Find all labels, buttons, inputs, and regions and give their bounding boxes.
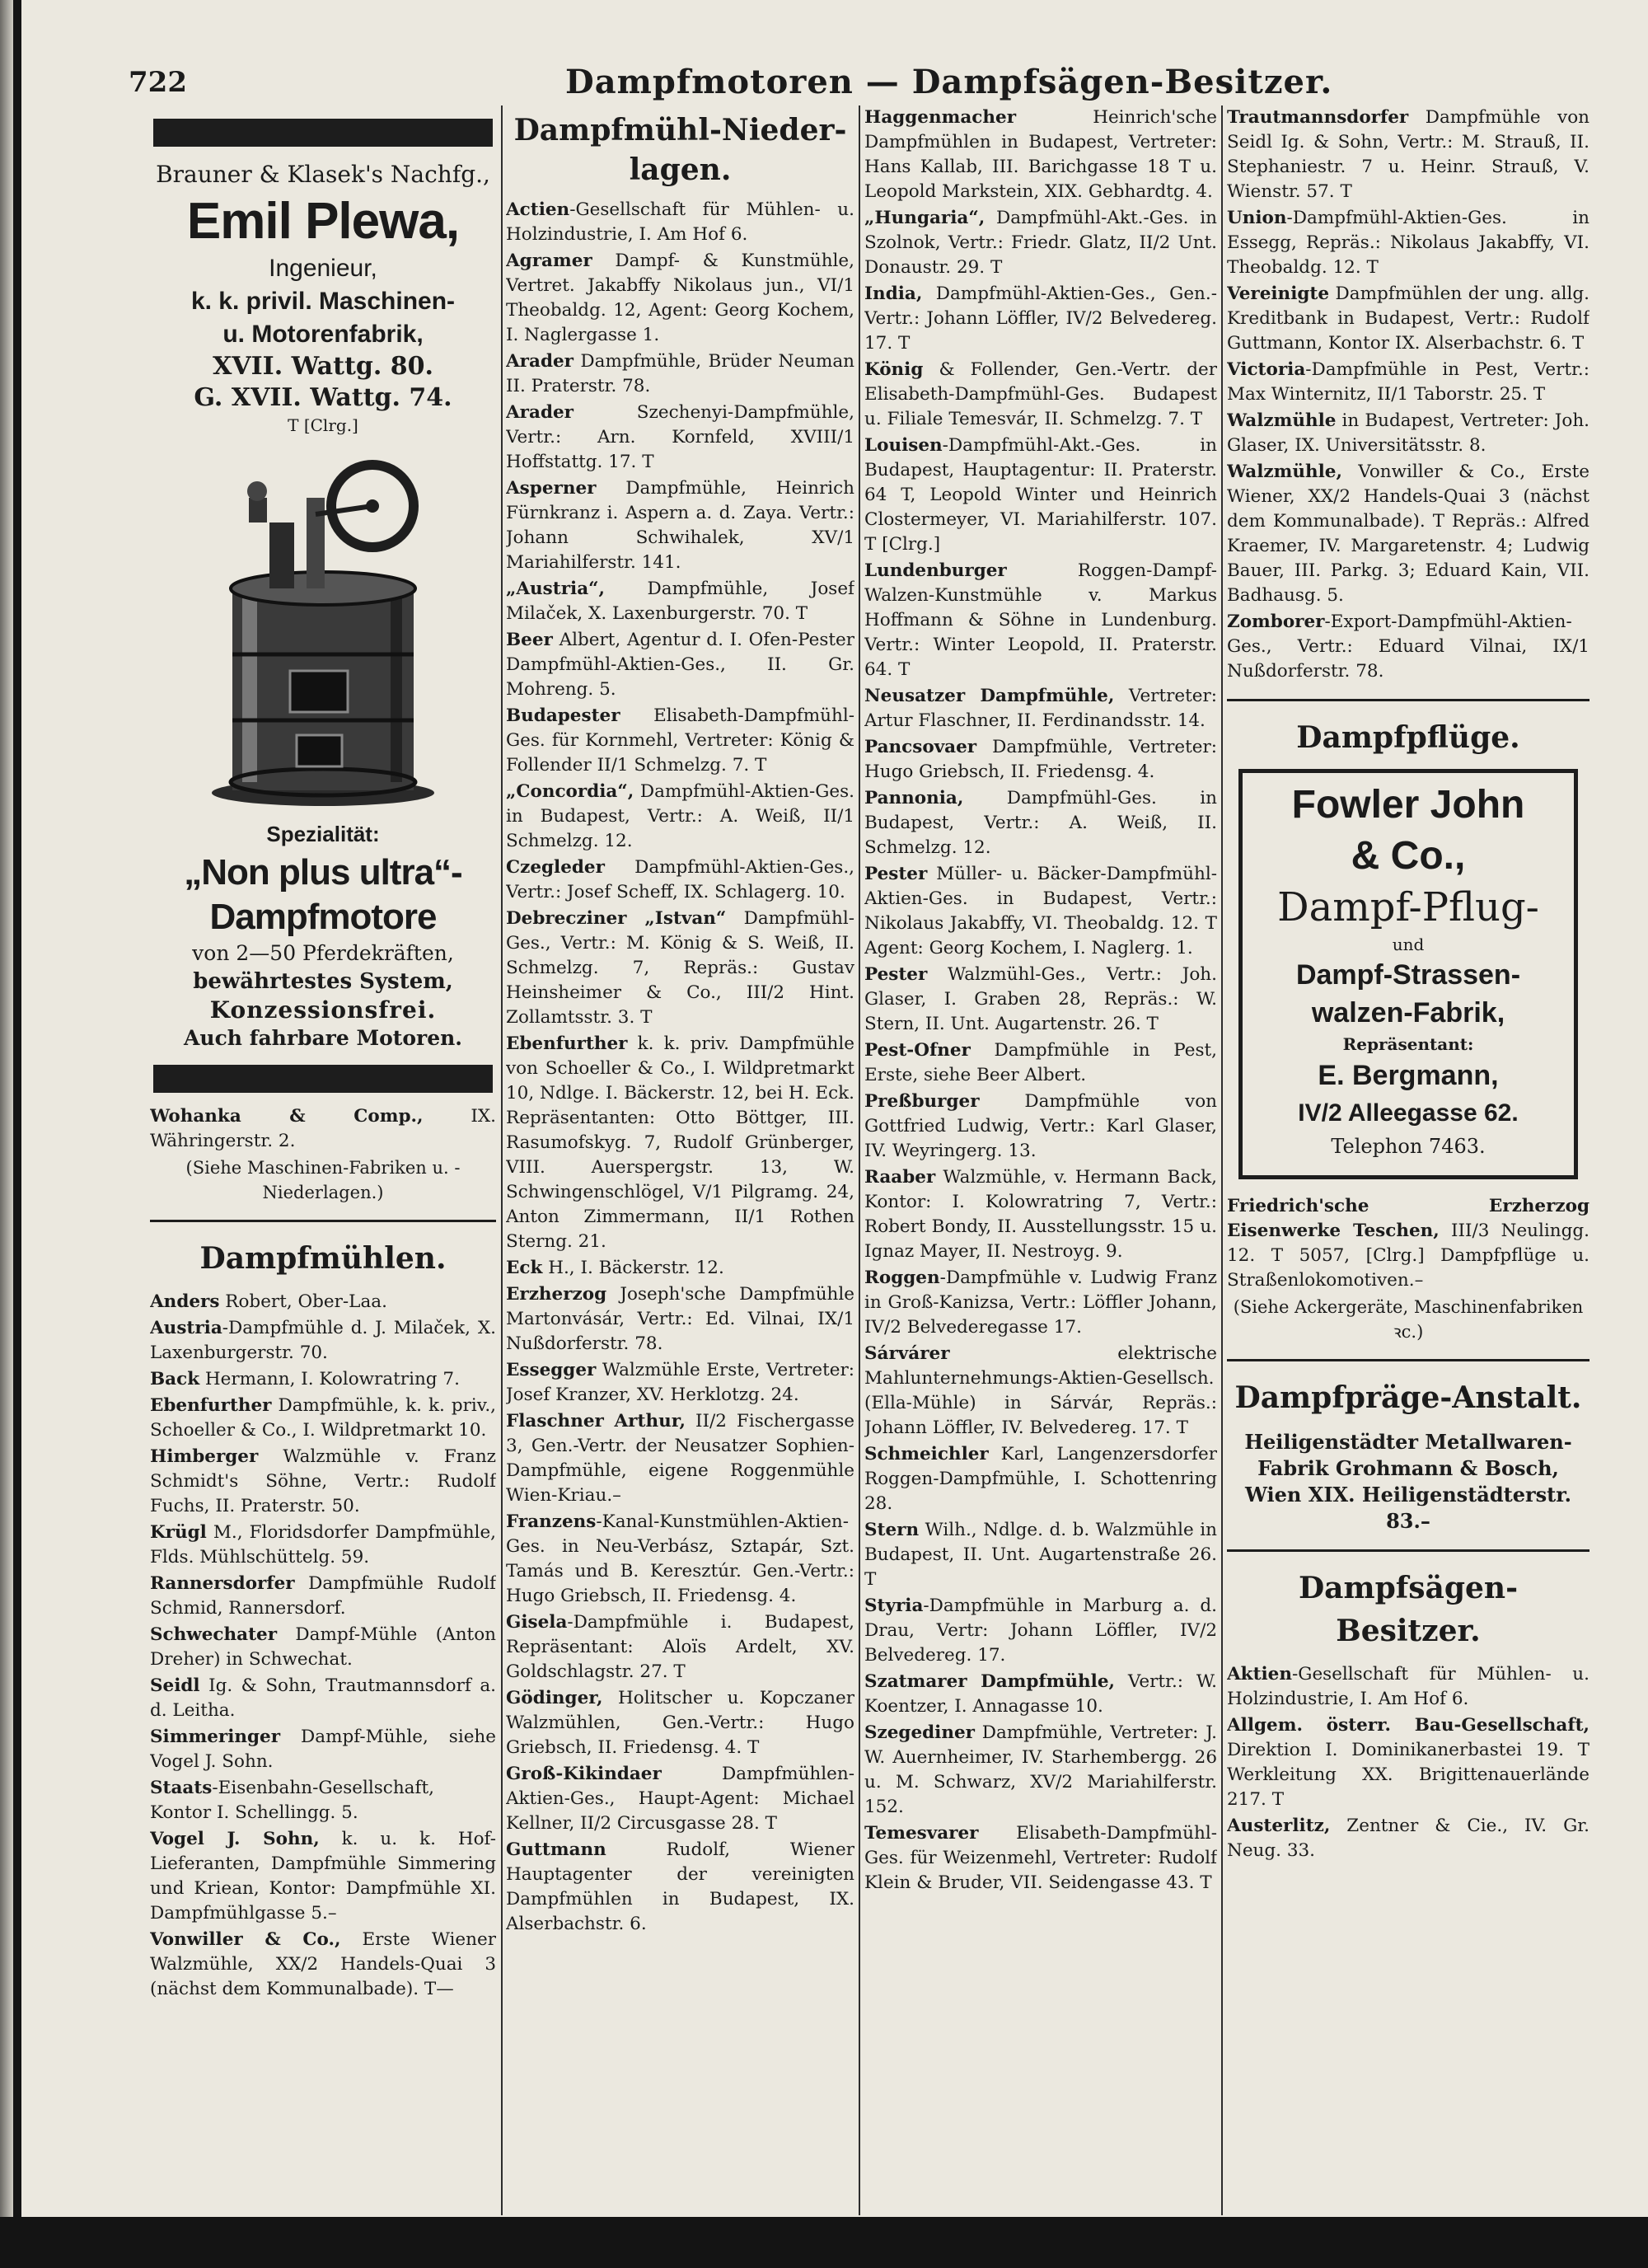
directory-entry: „Austria“, Dampfmühle, Josef Milaček, X. Laxenburgerstr. 70. T <box>506 579 854 624</box>
directory-entry: Anders Robert, Ober-Laa. <box>150 1291 387 1312</box>
directory-entry: Haggenmacher Heinrich'sche Dampfmühlen in Budapest, Vertreter: Hans Kallab, III. Barichgasse 18 T u. Leopold Markstein, XIX. Gebhardtg. 4. <box>864 107 1217 202</box>
section-rule <box>1227 1549 1589 1552</box>
directory-entry: Schwechater Dampf-Mühle (Anton Dreher) in Schwechat. <box>150 1624 496 1670</box>
directory-entry: Stern Wilh., Ndlge. d. b. Walzmühle in Budapest, II. Unt. Augartenstraße 26. T <box>864 1520 1217 1590</box>
directory-entry: Aktien-Gesellschaft für Mühlen- u. Holzindustrie, I. Am Hof 6. <box>1227 1664 1589 1709</box>
cross-reference-note: (Siehe Maschinen-Fabriken u. -Niederlagen.) <box>185 1158 461 1202</box>
directory-entry: Allgem. österr. Bau-Gesellschaft, Direktion I. Dominikanerbastei 19. T Werkleitung XX. Brigittenauerlände 217. T <box>1227 1715 1589 1810</box>
ad-line: Auch fahrbare Motoren. <box>184 1026 462 1050</box>
directory-entry: Essegger Walzmühle Erste, Vertreter: Josef Kranzer, XV. Herklotzg. 24. <box>506 1360 854 1405</box>
directory-entry: Victoria-Dampfmühle in Pest, Vertr.: Max Winternitz, II/1 Taborstr. 25. T <box>1227 359 1589 405</box>
directory-entry: Vogel J. Sohn, k. u. k. Hof-Lieferanten, Dampfmühle Simmering und Kriean, Kontor: Dampfmühle XI. Dampfmühlgasse 5.– <box>150 1829 496 1924</box>
directory-entry: Temesvarer Elisabeth-Dampfmühl-Ges. für Weizenmehl, Vertreter: Rudolf Klein & Bruder, VII. Seidengasse 43. T <box>864 1823 1217 1893</box>
directory-entry: Friedrich'sche Erzherzog Eisenwerke Teschen, III/3 Neulingg. 12. T 5057, [Clrg.] Dampfpflüge u. Straßenlokomotiven.– <box>1227 1196 1589 1291</box>
ad-bottom-bar <box>153 1065 493 1093</box>
fowler-telephone: Telephon 7463. <box>1331 1135 1486 1158</box>
running-head: Dampfmotoren — Dampfsägen-Besitzer. <box>565 63 1333 101</box>
directory-entry: Trautmannsdorfer Dampfmühle von Seidl Ig. & Sohn, Vertr.: M. Strauß, II. Stephaniestr. 7 u. Heinr. Strauß, V. Wienstr. 57. T <box>1227 107 1589 202</box>
directory-entry: Himberger Walzmühle v. Franz Schmidt's Söhne, Vertr.: Rudolf Fuchs, II. Praterstr. 50. <box>150 1446 496 1516</box>
directory-entry: Groß-Kikindaer Dampfmühlen-Aktien-Ges., Haupt-Agent: Michael Kellner, II/2 Circusgasse 28. T <box>506 1764 854 1834</box>
directory-entry: Austerlitz, Zentner & Cie., IV. Gr. Neug. 33. <box>1227 1816 1589 1861</box>
ad-name: Emil Plewa, <box>186 193 460 250</box>
directory-entry: Franzens-Kanal-Kunstmühlen-Aktien-Ges. in Neu-Verbász, Sztapár, Szt. Tamás und B. Keresztúr. Gen.-Vertr.: Hugo Griebsch, II. Friedensg. 4. <box>506 1511 854 1606</box>
section-title-dampfpfluege: Dampfpflüge. <box>1296 720 1520 755</box>
column-4 <box>1227 105 1589 2215</box>
directory-entry: Seidl Ig. & Sohn, Trautmannsdorf a. d. Leitha. <box>150 1675 496 1721</box>
directory-entry: Debrecziner „Istvan“ Dampfmühl-Ges., Vertr.: M. König & S. Weiß, II. Schmelzg. 7, Repräs.: Gustav Heinsheimer & Co., III/2 Hint. Zollamtsstr. 3. T <box>506 908 854 1028</box>
ad-line: von 2—50 Pferdekräften, <box>192 941 454 965</box>
column-rule <box>1221 105 1223 2215</box>
ad-title: Ingenieur, <box>269 255 377 282</box>
directory-entry: Erzherzog Joseph'sche Dampfmühle Martonvásár, Vertr.: Ed. Vilnai, IX/1 Nußdorferstr. 78. <box>506 1284 854 1354</box>
fowler-product-2: Dampf-Strassen- <box>1295 959 1521 991</box>
directory-entry: Flaschner Arthur, II/2 Fischergasse 3, Gen.-Vertr. der Neusatzer Sophien-Dampfmühle, eigene Roggenmühle Wien-Kriau.– <box>506 1411 854 1506</box>
steam-engine-illustration <box>199 448 447 811</box>
ad-top-bar <box>153 119 493 147</box>
column-rule <box>859 105 860 2215</box>
directory-entry: Wohanka & Comp., IX. Währingerstr. 2. <box>150 1106 496 1151</box>
section-title-niederlagen: Dampfmühl-Nieder- <box>513 113 847 148</box>
directory-entry: Ebenfurther Dampfmühle, k. k. priv., Schoeller & Co., I. Wildpretmarkt 10. <box>150 1395 496 1441</box>
fowler-advertisement <box>1238 769 1578 1179</box>
column-2 <box>506 105 854 2215</box>
directory-entry: Actien-Gesellschaft für Mühlen- u. Holzindustrie, I. Am Hof 6. <box>506 199 854 245</box>
directory-entry: Preßburger Dampfmühle von Gottfried Ludwig, Vertr.: Karl Glaser, IV. Weyringerg. 13. <box>864 1091 1217 1161</box>
column-rule <box>501 105 503 2215</box>
ad-line: Konzessionsfrei. <box>209 996 437 1024</box>
directory-entry: Szatmarer Dampfmühle, Vertr.: W. Koentzer, I. Annagasse 10. <box>864 1671 1217 1717</box>
directory-entry: Vereinigte Dampfmühlen der ung. allg. Kreditbank in Budapest, Vertr.: Rudolf Guttmann, Kontor IX. Alserbachstr. 6. T <box>1227 284 1589 354</box>
ad-specialty-label: Spezialität: <box>266 822 380 846</box>
ad-firm-line: Brauner & Klasek's Nachfg., <box>156 161 490 188</box>
directory-entry: Krügl M., Floridsdorfer Dampfmühle, Flds. Mühlschüttelg. 59. <box>150 1522 496 1567</box>
section-rule <box>1227 699 1589 701</box>
page <box>21 0 1648 2217</box>
directory-entry: Pancsovaer Dampfmühle, Vertreter: Hugo Griebsch, II. Friedensg. 4. <box>864 737 1217 782</box>
fowler-product: Dampf-Pflug- <box>1277 884 1539 930</box>
directory-entry: Simmeringer Dampf-Mühle, siehe Vogel J. Sohn. <box>150 1727 496 1772</box>
directory-entry: Pest-Ofner Dampfmühle in Pest, Erste, siehe Beer Albert. <box>864 1040 1217 1085</box>
directory-entry: König & Follender, Gen.-Vertr. der Elisabeth-Dampfmühl-Ges. Budapest u. Filiale Temesvár, II. Schmelzg. 7. T <box>864 359 1217 429</box>
section-title-praege: Dampfpräge-Anstalt. <box>1234 1380 1582 1415</box>
directory-entry: Roggen-Dampfmühle v. Ludwig Franz in Groß-Kanizsa, Vertr.: Löffler Johann, IV/2 Belvederegasse 17. <box>864 1268 1217 1338</box>
ad-address: XVII. Wattg. 80. <box>213 352 433 381</box>
directory-entry: Czegleder Dampfmühl-Aktien-Ges., Vertr.: Josef Scheff, IX. Schlagerg. 10. <box>506 857 854 902</box>
directory-entry: Zomborer-Export-Dampfmühl-Aktien-Ges., Vertr.: Eduard Vilnai, IX/1 Nußdorferstr. 78. <box>1227 612 1589 682</box>
directory-entry: Louisen-Dampfmühl-Akt.-Ges. in Budapest, Hauptagentur: II. Praterstr. 64 T, Leopold Winter und Heinrich Clostermeyer, VI. Mariahilferstr. 107. T [Clrg.] <box>864 435 1217 555</box>
directory-entry: Pannonia, Dampfmühl-Ges. in Budapest, Vertr.: A. Weiß, II. Schmelzg. 12. <box>864 788 1217 858</box>
ad-line: bewährtestes System, <box>193 969 453 994</box>
section-title-niederlagen-2: lagen. <box>629 152 732 187</box>
directory-entry: Staats-Eisenbahn-Gesellschaft, Kontor I. Schellingg. 5. <box>150 1778 434 1823</box>
directory-entry: Neusatzer Dampfmühle, Vertreter: Artur Flaschner, II. Ferdinandsstr. 14. <box>864 686 1217 731</box>
directory-entry: Pester Müller- u. Bäcker-Dampfmühl-Aktien-Ges. in Budapest, Vertr.: Nikolaus Jakabffy, VI. Theobaldg. 12. T Agent: Georg Kochem, I. Naglerg. 1. <box>864 864 1217 958</box>
directory-entry: Guttmann Rudolf, Wiener Hauptagenter der vereinigten Dampfmühlen in Budapest, IX. Alserbachstr. 6. <box>506 1839 854 1934</box>
section-rule <box>150 1220 496 1222</box>
section-title-saegen: Dampfsägen-Besitzer. <box>1298 1571 1519 1648</box>
directory-entry: Raaber Walzmühle, v. Hermann Back, Kontor: I. Kolowratring 7, Vertr.: Robert Bondy, II. Ausstellungsstr. 15 u. Ignaz Mayer, II. Nestroyg. 9. <box>864 1167 1217 1262</box>
ad-address: G. XVII. Wattg. 74. <box>194 383 452 412</box>
fowler-rep-label: Repräsentant: <box>1342 1034 1474 1054</box>
directory-entry: Lundenburger Roggen-Dampf-Walzen-Kunstmühle v. Markus Hoffmann & Söhne in Lundenburg. Vertr.: Winter Leopold, II. Praterstr. 64. T <box>864 560 1217 680</box>
directory-entry: Back Hermann, I. Kolowratring 7. <box>150 1369 460 1389</box>
directory-entry: Szegediner Dampfmühle, Vertreter: J. W. Auernheimer, IV. Starhembergg. 26 u. M. Schwarz, XV/2 Mariahilferstr. 152. <box>864 1722 1217 1817</box>
ad-line: u. Motorenfabrik, <box>222 321 424 348</box>
directory-entry: Asperner Dampfmühle, Heinrich Fürnkranz i. Aspern a. d. Zaya. Vertr.: Johann Schwihalek, XV/1 Mariahilferstr. 141. <box>506 478 854 573</box>
column-3 <box>864 105 1217 2215</box>
section-title-dampfmuehlen: Dampfmühlen. <box>199 1241 447 1276</box>
ad-product: Dampfmotore <box>209 897 437 937</box>
directory-entry: Austria-Dampfmühle d. J. Milaček, X. Laxenburgerstr. 70. <box>150 1318 496 1363</box>
cross-reference-note: (Siehe Ackergeräte, Maschinenfabriken ꝛc.) <box>1233 1297 1584 1342</box>
directory-entry: Arader Szechenyi-Dampfmühle, Vertr.: Arn. Kornfeld, XVIII/1 Hoffstattg. 17. T <box>506 402 854 472</box>
directory-entry: „Hungaria“, Dampfmühl-Akt.-Ges. in Szolnok, Vertr.: Friedr. Glatz, II/2 Unt. Donaustr. 29. T <box>864 208 1217 278</box>
directory-entry: Schmeichler Karl, Langenzersdorfer Roggen-Dampfmühle, I. Schottenring 28. <box>864 1444 1217 1514</box>
directory-entry: Sárvárer elektrische Mahlunternehmungs-Aktien-Gesellsch. (Ella-Mühle) in Sárvár, Repräs.: Johann Löffler, IV. Belvedereg. 17. T <box>864 1343 1217 1438</box>
directory-entry: Gisela-Dampfmühle i. Budapest, Repräsentant: Aloïs Ardelt, XV. Goldschlagstr. 27. T <box>506 1612 854 1682</box>
page-number: 722 <box>129 66 187 99</box>
directory-entry: Eck H., I. Bäckerstr. 12. <box>506 1258 724 1278</box>
fowler-address: IV/2 Alleegasse 62. <box>1298 1099 1519 1127</box>
directory-entry: Pester Walzmühl-Ges., Vertr.: Joh. Glaser, I. Graben 28, Repräs.: W. Stern, II. Unt. Augartenstr. 26. T <box>864 964 1217 1034</box>
directory-entry: India, Dampfmühl-Aktien-Ges., Gen.-Vertr.: Johann Löffler, IV/2 Belvedereg. 17. T <box>864 284 1217 354</box>
fowler-product-3: walzen-Fabrik, <box>1311 997 1505 1029</box>
ad-telephone: T [Clrg.] <box>288 415 358 435</box>
directory-entry: „Concordia“, Dampfmühl-Aktien-Ges. in Budapest, Vertr.: A. Weiß, II/1 Schmelzg. 12. <box>506 781 854 851</box>
directory-entry: Walzmühle, Vonwiller & Co., Erste Wiener, XX/2 Handels-Quai 3 (nächst dem Kommunalbade). T Repräs.: Alfred Kraemer, IV. Margaretenstr. 4; Ludwig Bauer, III. Parkg. 3; Eduard Kain, VII. Badhausg. 5. <box>1227 462 1589 606</box>
ad-slogan: „Non plus ultra“- <box>184 852 462 893</box>
praege-entry: Heiligenstädter Metallwaren-Fabrik Grohmann & Bosch, Wien XIX. Heiligenstädterstr. 83.– <box>1244 1430 1572 1533</box>
directory-entry: Agramer Dampf- & Kunstmühle, Vertret. Jakabffy Nikolaus jun., VI/1 Theobaldg. 12, Agent: Georg Kochem, I. Naglergasse 1. <box>506 251 854 345</box>
directory-entry: Arader Dampfmühle, Brüder Neuman II. Praterstr. 78. <box>506 351 854 396</box>
directory-entry: Union-Dampfmühl-Aktien-Ges. in Essegg, Repräs.: Nikolaus Jakabffy, VI. Theobaldg. 12. T <box>1227 208 1589 278</box>
column-1 <box>150 105 496 2215</box>
directory-entry: Vonwiller & Co., Erste Wiener Walzmühle, XX/2 Handels-Quai 3 (nächst dem Kommunalbade). T— <box>150 1929 496 1999</box>
directory-entry: Walzmühle in Budapest, Vertreter: Joh. Glaser, IX. Universitätsstr. 8. <box>1227 410 1589 456</box>
fowler-name: Fowler John <box>1291 783 1525 827</box>
directory-entry: Styria-Dampfmühle in Marburg a. d. Drau, Vertr: Johann Löffler, IV/2 Belvedereg. 17. <box>864 1596 1217 1666</box>
fowler-company: & Co., <box>1351 834 1466 878</box>
ad-line: k. k. privil. Maschinen- <box>190 288 456 315</box>
fowler-rep-name: E. Bergmann, <box>1318 1060 1499 1091</box>
directory-entry: Ebenfurther k. k. priv. Dampfmühle von Schoeller & Co., I. Wildpretmarkt 10, Ndlge. I. Bäckerstr. 12, bei H. Eck. Repräsentanten: Otto Böttger, III. Rasumofskyg. 7, Rudolf Grünberger, VIII. Auerspergstr. 13, W. Schwingenschlögel, V/1 Pilgramg. 24, Anton Zimmermann, II/1 Rothen Sterng. 21. <box>506 1033 854 1252</box>
directory-entry: Rannersdorfer Dampfmühle Rudolf Schmid, Rannersdorf. <box>150 1573 496 1619</box>
directory-entry: Beer Albert, Agentur d. I. Ofen-Pester Dampfmühl-Aktien-Ges., II. Gr. Mohreng. 5. <box>506 630 854 700</box>
directory-entry: Gödinger, Holitscher u. Kopczaner Walzmühlen, Gen.-Vertr.: Hugo Griebsch, II. Friedensg. 4. T <box>506 1688 854 1758</box>
fowler-and: und <box>1392 935 1425 954</box>
book-spine <box>0 0 13 2217</box>
directory-entry: Budapester Elisabeth-Dampfmühl-Ges. für Kornmehl, Vertreter: König & Follender II/1 Schmelzg. 7. T <box>506 705 854 776</box>
section-rule <box>1227 1359 1589 1361</box>
